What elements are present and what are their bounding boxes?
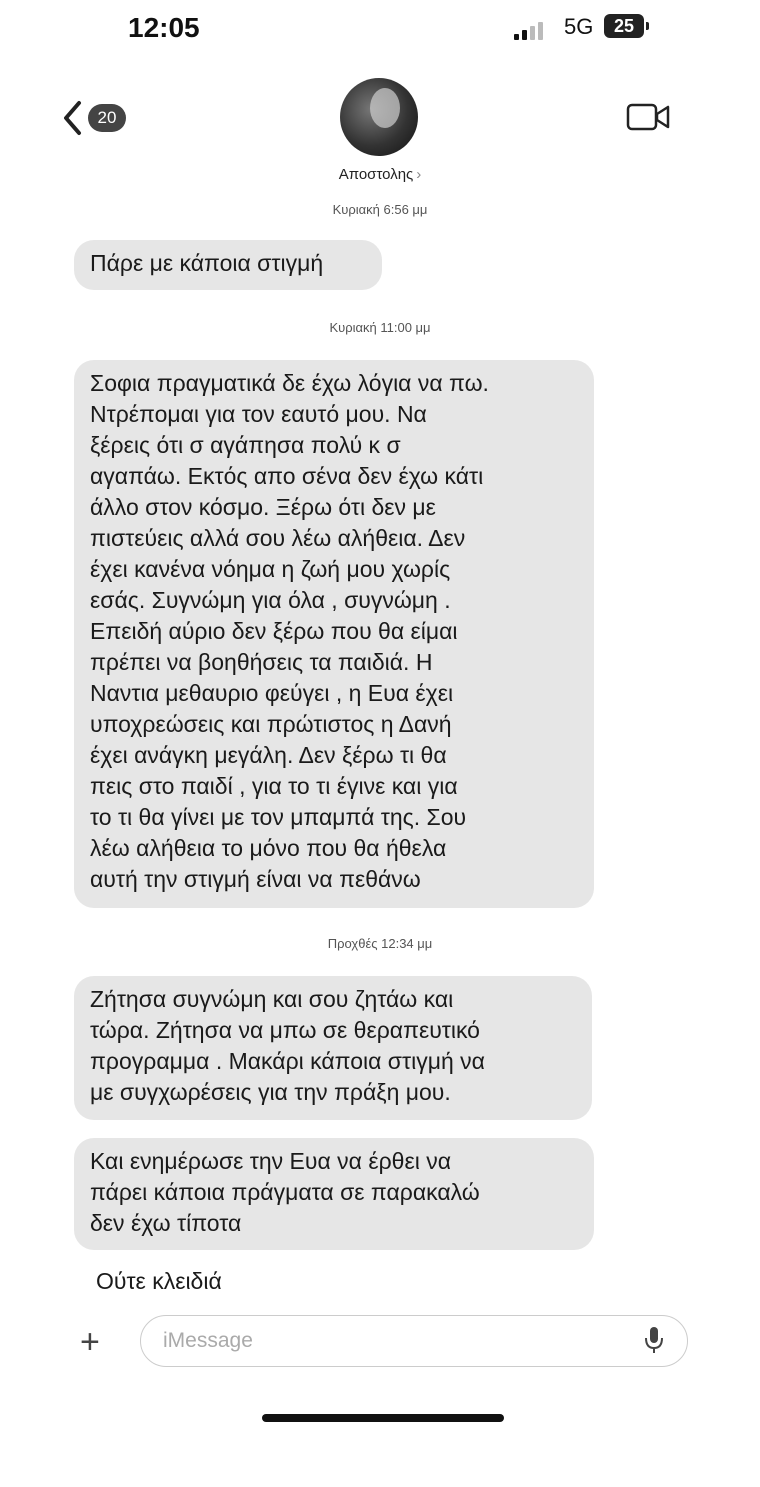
video-call-icon[interactable] bbox=[626, 102, 670, 132]
message-text[interactable] bbox=[96, 1268, 222, 1295]
add-attachment-button[interactable]: + bbox=[80, 1323, 100, 1361]
message-line: εσάς. Συγνώμη για όλα , συγνώμη . bbox=[90, 587, 451, 613]
message-bubble[interactable] bbox=[74, 1138, 594, 1250]
message-line: ξέρεις ότι σ αγάπησα πολύ κ σ bbox=[90, 432, 401, 458]
message-line: το τι θα γίνει με τον μπαμπά της. Σου bbox=[90, 804, 467, 830]
message-line: προγραμμα . Μακάρι κάποια στιγμή να bbox=[90, 1048, 485, 1074]
contact-name[interactable] bbox=[0, 166, 760, 183]
battery-level: 25 bbox=[613, 16, 635, 36]
message-line: πιστεύεις αλλά σου λέω αλήθεια. Δεν bbox=[90, 525, 466, 551]
message-line: έχει ανάγκη μεγάλη. Δεν ξέρω τι θα bbox=[90, 742, 447, 768]
cellular-signal-icon bbox=[514, 20, 554, 40]
message-input-bar bbox=[0, 1305, 760, 1375]
back-chevron-icon[interactable] bbox=[62, 100, 82, 136]
status-time: 12:05 bbox=[128, 12, 200, 43]
message-line: Πάρε με κάποια στιγμή bbox=[90, 250, 324, 276]
message-line: αγαπάω. Εκτός απο σένα δεν έχω κάτι bbox=[90, 463, 484, 489]
message-line: υποχρεώσεις και πρώτιστος η Δανή bbox=[90, 711, 452, 737]
message-line: Και ενημέρωσε την Ευα να έρθει να bbox=[90, 1148, 452, 1174]
conversation-header bbox=[0, 60, 760, 200]
message-line: έχει κανένα νόημα η ζωή μου χωρίς bbox=[90, 556, 451, 582]
timestamp: Προχθές 12:34 μμ bbox=[327, 936, 433, 951]
message-line: Ζήτησα συγνώμη και σου ζητάω και bbox=[90, 986, 454, 1012]
message-line: με συγχωρέσεις για την πράξη μου. bbox=[90, 1079, 451, 1105]
timestamp: Κυριακή 6:56 μμ bbox=[332, 202, 428, 217]
home-indicator[interactable] bbox=[262, 1414, 504, 1422]
message-bubble[interactable] bbox=[74, 976, 592, 1120]
imessage-input[interactable]: iMessage bbox=[140, 1315, 688, 1367]
message-line: αυτή την στιγμή είναι να πεθάνω bbox=[90, 866, 421, 892]
contact-name-label: Αποστολης bbox=[338, 166, 414, 183]
message-line: πεις στο παιδί , για το τι έγινε και για bbox=[90, 773, 458, 799]
message-bubble[interactable] bbox=[74, 240, 382, 290]
contact-avatar[interactable] bbox=[340, 78, 418, 156]
network-type: 5G bbox=[564, 14, 594, 39]
message-line: Επειδή αύριο δεν ξέρω που θα είμαι bbox=[90, 618, 458, 644]
chevron-right-icon: › bbox=[416, 166, 422, 183]
message-bubble[interactable] bbox=[74, 360, 594, 908]
message-line: Ντρέπομαι για τον εαυτό μου. Να bbox=[90, 401, 427, 427]
status-bar bbox=[0, 0, 760, 56]
message-line: Σοφια πραγματικά δε έχω λόγια να πω. bbox=[90, 370, 489, 396]
timestamp: Κυριακή 11:00 μμ bbox=[329, 320, 431, 335]
message-line: πάρει κάποια πράγματα σε παρακαλώ bbox=[90, 1179, 480, 1205]
message-line: πρέπει να βοηθήσεις τα παιδιά. Η bbox=[90, 649, 433, 675]
message-line: άλλο στον κόσμο. Ξέρω ότι δεν με bbox=[90, 494, 436, 520]
message-line: τώρα. Ζήτησα να μπω σε θεραπευτικό bbox=[90, 1017, 480, 1043]
microphone-icon[interactable] bbox=[644, 1325, 664, 1355]
message-line: Ούτε κλειδιά bbox=[96, 1268, 222, 1294]
message-line: λέω αλήθεια το μόνο που θα ήθελα bbox=[90, 835, 447, 861]
battery-icon bbox=[604, 14, 644, 38]
unread-count-badge[interactable]: 20 bbox=[88, 104, 126, 132]
message-line: δεν έχω τίποτα bbox=[90, 1210, 242, 1236]
message-line: Ναντια μεθαυριο φεύγει , η Ευα έχει bbox=[90, 680, 454, 706]
